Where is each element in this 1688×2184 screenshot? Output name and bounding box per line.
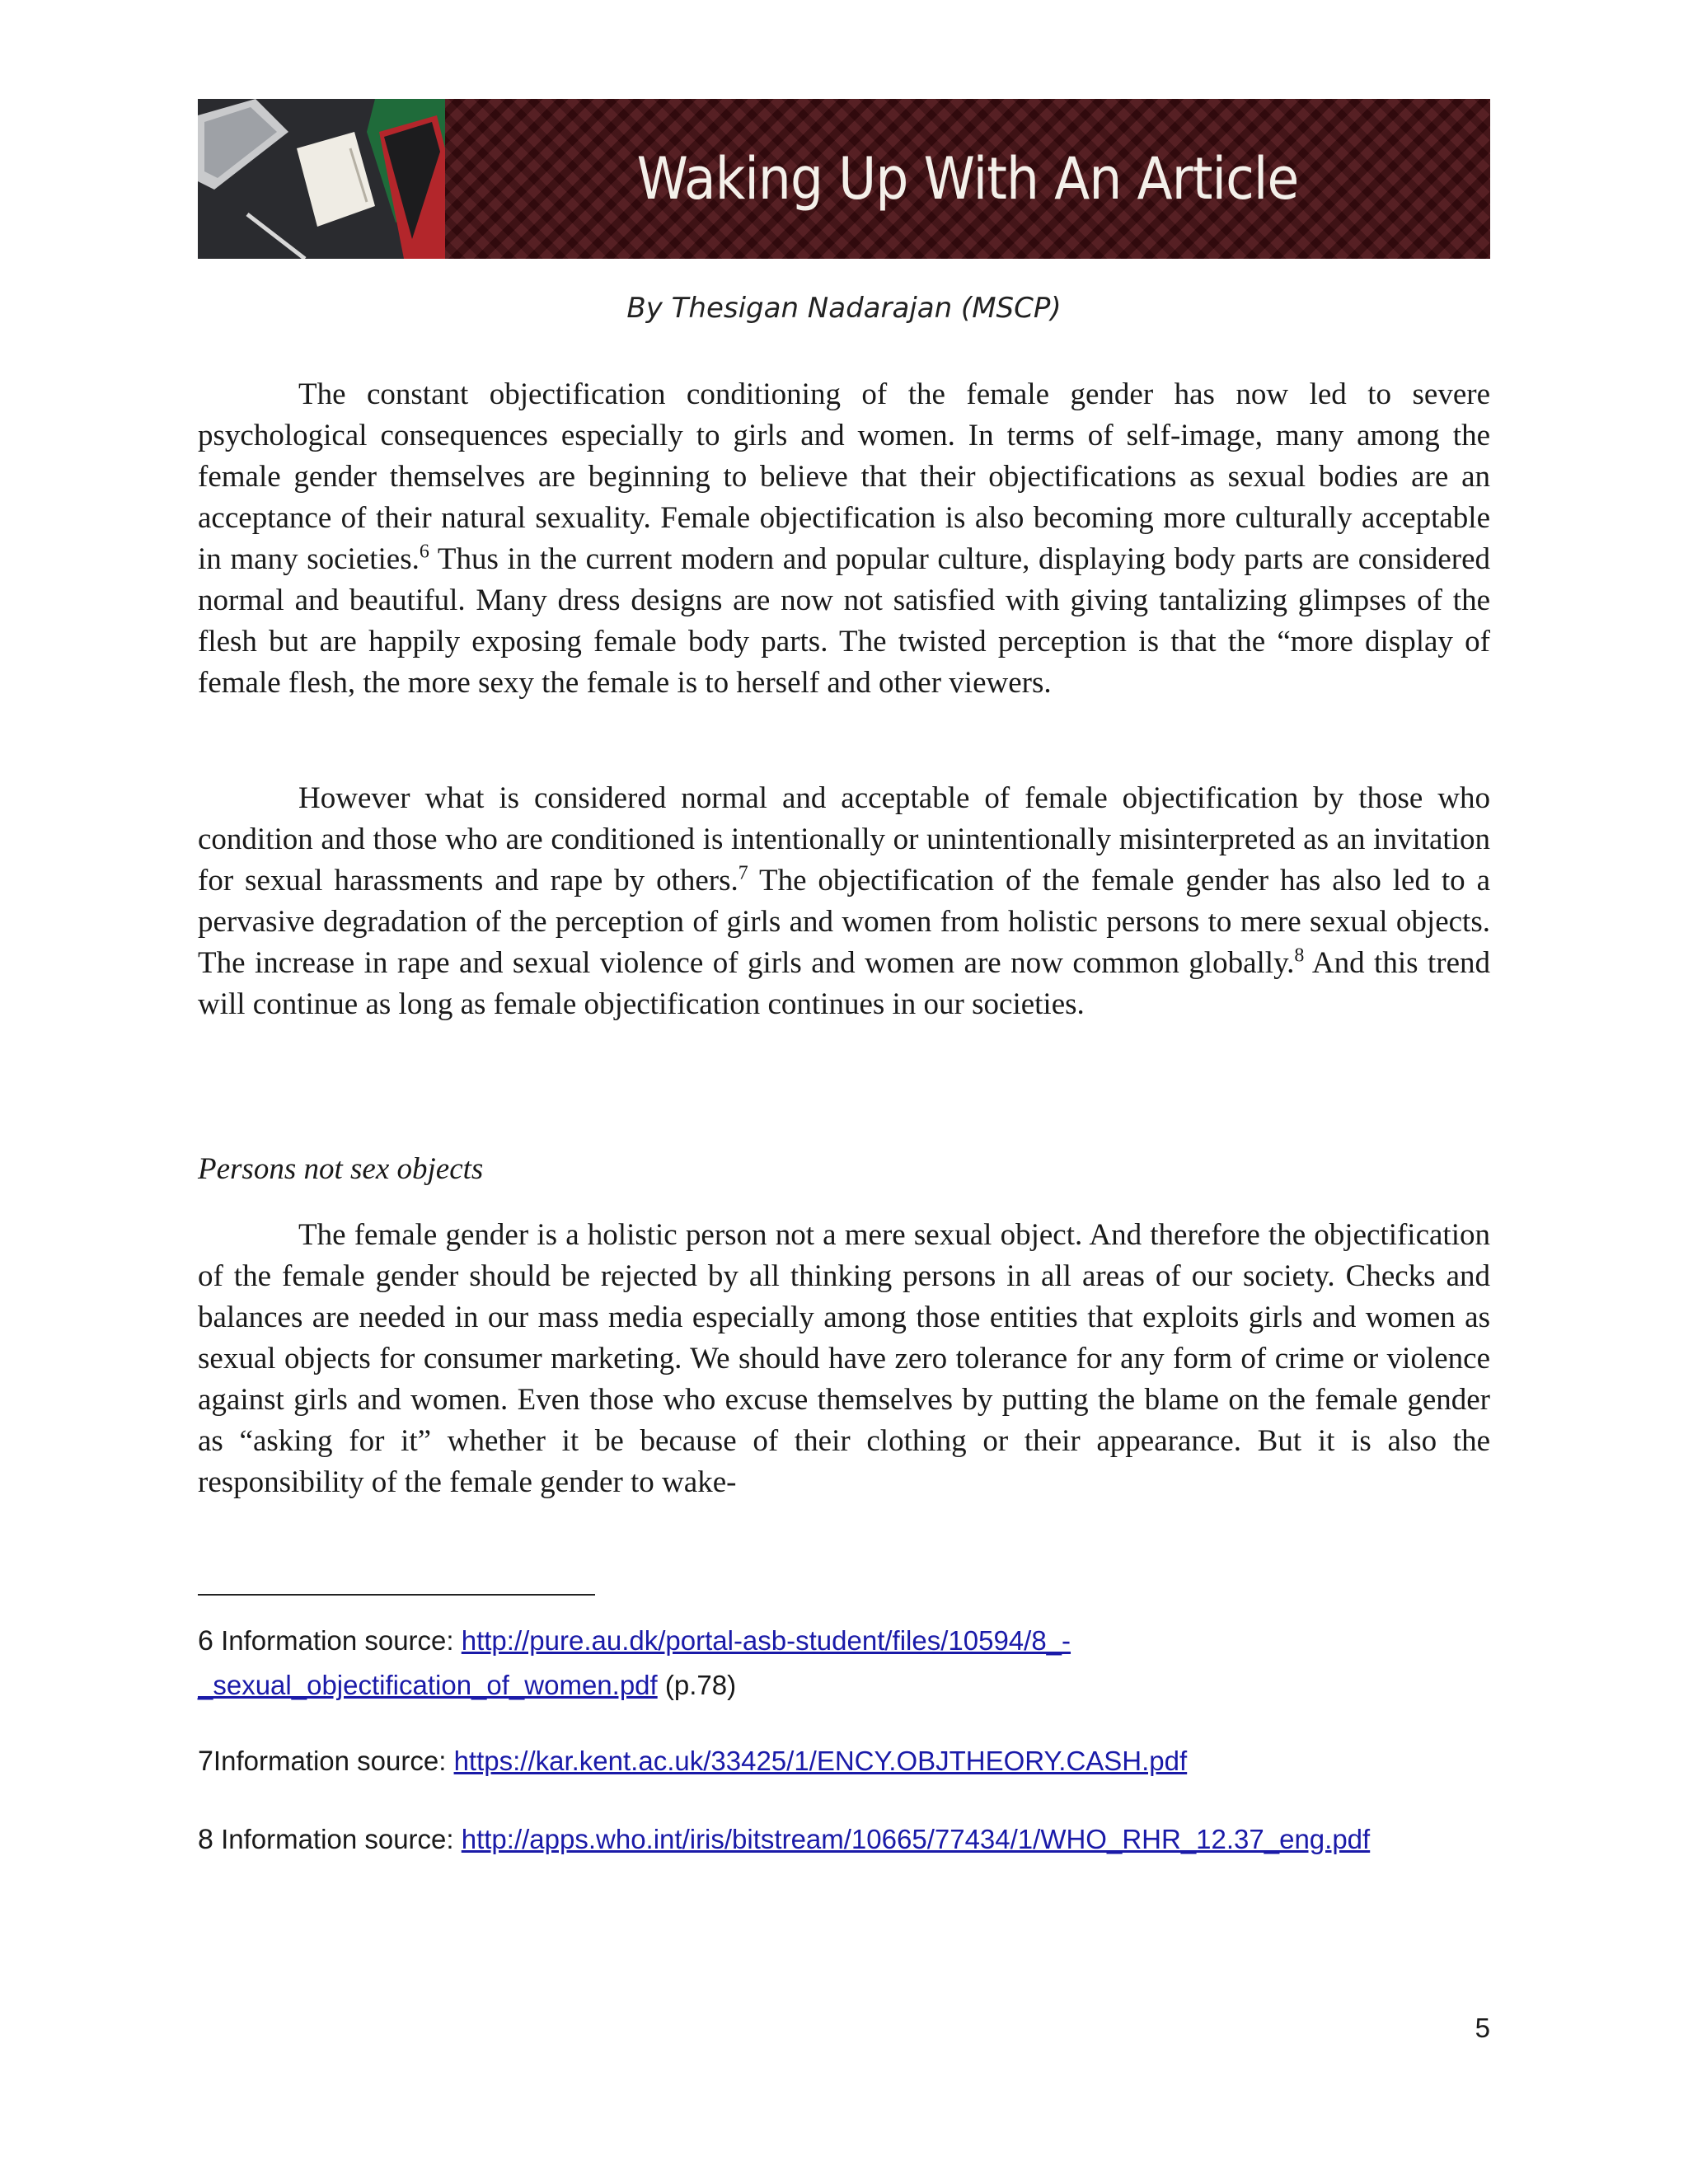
desk-illustration-icon [198, 99, 445, 259]
footnote-link[interactable]: http://apps.who.int/iris/bitstream/10665/77434/1/WHO_RHR_12.37_eng.pdf [461, 1824, 1371, 1854]
footnote-number: 8 [198, 1824, 213, 1855]
footnote-label: Information source: [213, 1746, 454, 1776]
byline: By Thesigan Nadarajan (MSCP) [626, 292, 1062, 325]
footnote [198, 1817, 1490, 1862]
footnote-suffix: (p.78) [657, 1670, 737, 1700]
footnote-ref[interactable]: 6 [419, 541, 429, 563]
section-subheading: Persons not sex objects [198, 1152, 484, 1186]
footnote-separator [198, 1594, 595, 1596]
paragraph-text: However what is considered normal and acceptable of female objectification by those who condition and those who are conditioned is intentionally or unintentionally misinterpreted as an invitation for sexual harassments and rape by others. [198, 781, 1490, 898]
footnote-ref[interactable]: 7 [738, 862, 748, 884]
footnote-link[interactable]: _sexual_objectification_of_women.pdf [198, 1670, 658, 1700]
desk-photo-image [198, 99, 445, 259]
footnote-label: Information source: [213, 1625, 462, 1656]
paragraph-text: The objectification of the female gender has also led to a pervasive degradation of the perception of girls and women from holistic persons to mere sexual objects. The increase in rape and sexual violence of girls and women are now common globally. [198, 864, 1490, 980]
body-paragraph [198, 778, 1490, 1025]
footnote-ref[interactable]: 8 [1294, 944, 1305, 967]
page-number: 5 [1475, 2013, 1490, 2043]
footnote [198, 1739, 1490, 1783]
body-paragraph [198, 1215, 1490, 1503]
header-banner [198, 99, 1490, 259]
paragraph-text: The female gender is a holistic person not a mere sexual object. And therefore the objectification of the female gender should be rejected by all thinking persons in all areas of our society. Checks and balances are needed in our mass media especially among those entities that exploits girls and women as sexual objects for consumer marketing. We should have zero tolerance for any form of crime or violence against girls and women. Even those who excuse themselves by putting the blame on the female gender as “asking for it” whether it be because of their clothing or their appearance. But it is also the responsibility of the female gender to wake- [198, 1218, 1490, 1499]
paragraph-text: Thus in the current modern and popular culture, displaying body parts are considered normal and beautiful. Many dress designs are now not satisfied with giving tantalizing glimpses of the flesh but are happily exposing female body parts. The twisted perception is that the “more display of female flesh, the more sexy the female is to herself and other viewers. [198, 542, 1491, 700]
paragraph-text: The constant objectification conditioning of the female gender has now led to severe psychological consequences especially to girls and women. In terms of self-image, many among the female gender themselves are beginning to believe that their objectifications as sexual bodies are an acceptance of their natural sexuality. Female objectification is also becoming more culturally acceptable in many societies. [198, 377, 1490, 576]
footnote-number: 6 [198, 1625, 213, 1657]
body-paragraph [198, 374, 1490, 704]
footnote [198, 1619, 1490, 1708]
footnote-number: 7 [198, 1746, 213, 1777]
footnote-label: Information source: [213, 1824, 462, 1854]
banner-title: Waking Up With An Article [636, 145, 1299, 213]
footnote-link[interactable]: https://kar.kent.ac.uk/33425/1/ENCY.OBJTHEORY.CASH.pdf [453, 1746, 1188, 1776]
paragraph-text: And this trend will continue as long as female objectification continues in our societies. [198, 946, 1490, 1021]
footnote-link[interactable]: http://pure.au.dk/portal-asb-student/files/10594/8_- [461, 1625, 1071, 1656]
